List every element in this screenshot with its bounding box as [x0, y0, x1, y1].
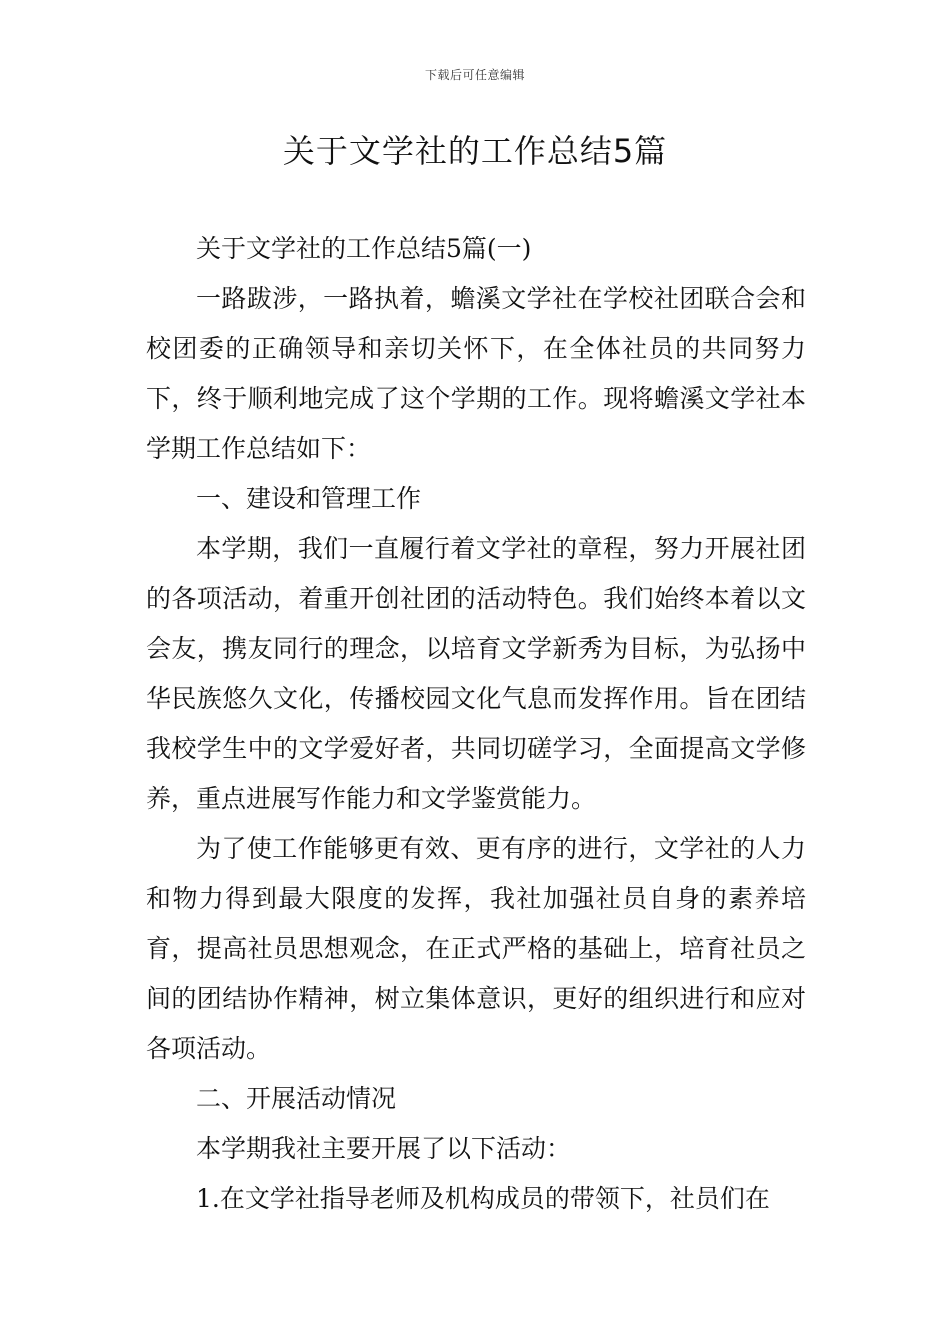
paragraph-section-2b: 1.在文学社指导老师及机构成员的带领下，社员们在 [196, 1184, 770, 1213]
paragraph-intro: 一路跋涉，一路执着，蟾溪文学社在学校社团联合会和校团委的正确领导和亲切关怀下，在全体社员的共同努力下，终于顺利地完成了这个学期的工作。现将蟾溪文学社本学期工作总结如下： [146, 284, 806, 463]
paragraph-section-2a: 本学期我社主要开展了以下活动： [196, 1134, 572, 1163]
section-heading-2: 二、开展活动情况 [196, 1084, 397, 1113]
document-body [146, 224, 806, 1224]
header-note: 下载后可任意编辑 [424, 68, 525, 82]
paragraph-subtitle: 关于文学社的工作总结5篇(一) [196, 234, 532, 263]
document-title: 关于文学社的工作总结5篇 [282, 132, 668, 170]
paragraph-section-1a: 本学期，我们一直履行着文学社的章程，努力开展社团的各项活动，着重开创社团的活动特色。我们始终本着以文会友，携友同行的理念，以培育文学新秀为目标，为弘扬中华民族悠久文化，传播校园文化气息而发挥作用。旨在团结我校学生中的文学爱好者，共同切磋学习，全面提高文学修养，重点进展写作能力和文学鉴赏能力。 [146, 534, 806, 813]
paragraph-section-1b: 为了使工作能够更有效、更有序的进行，文学社的人力和物力得到最大限度的发挥，我社加强社员自身的素养培育，提高社员思想观念，在正式严格的基础上，培育社员之间的团结协作精神，树立集体意识，更好的组织进行和应对各项活动。 [146, 834, 806, 1063]
section-heading-1: 一、建设和管理工作 [196, 484, 422, 513]
